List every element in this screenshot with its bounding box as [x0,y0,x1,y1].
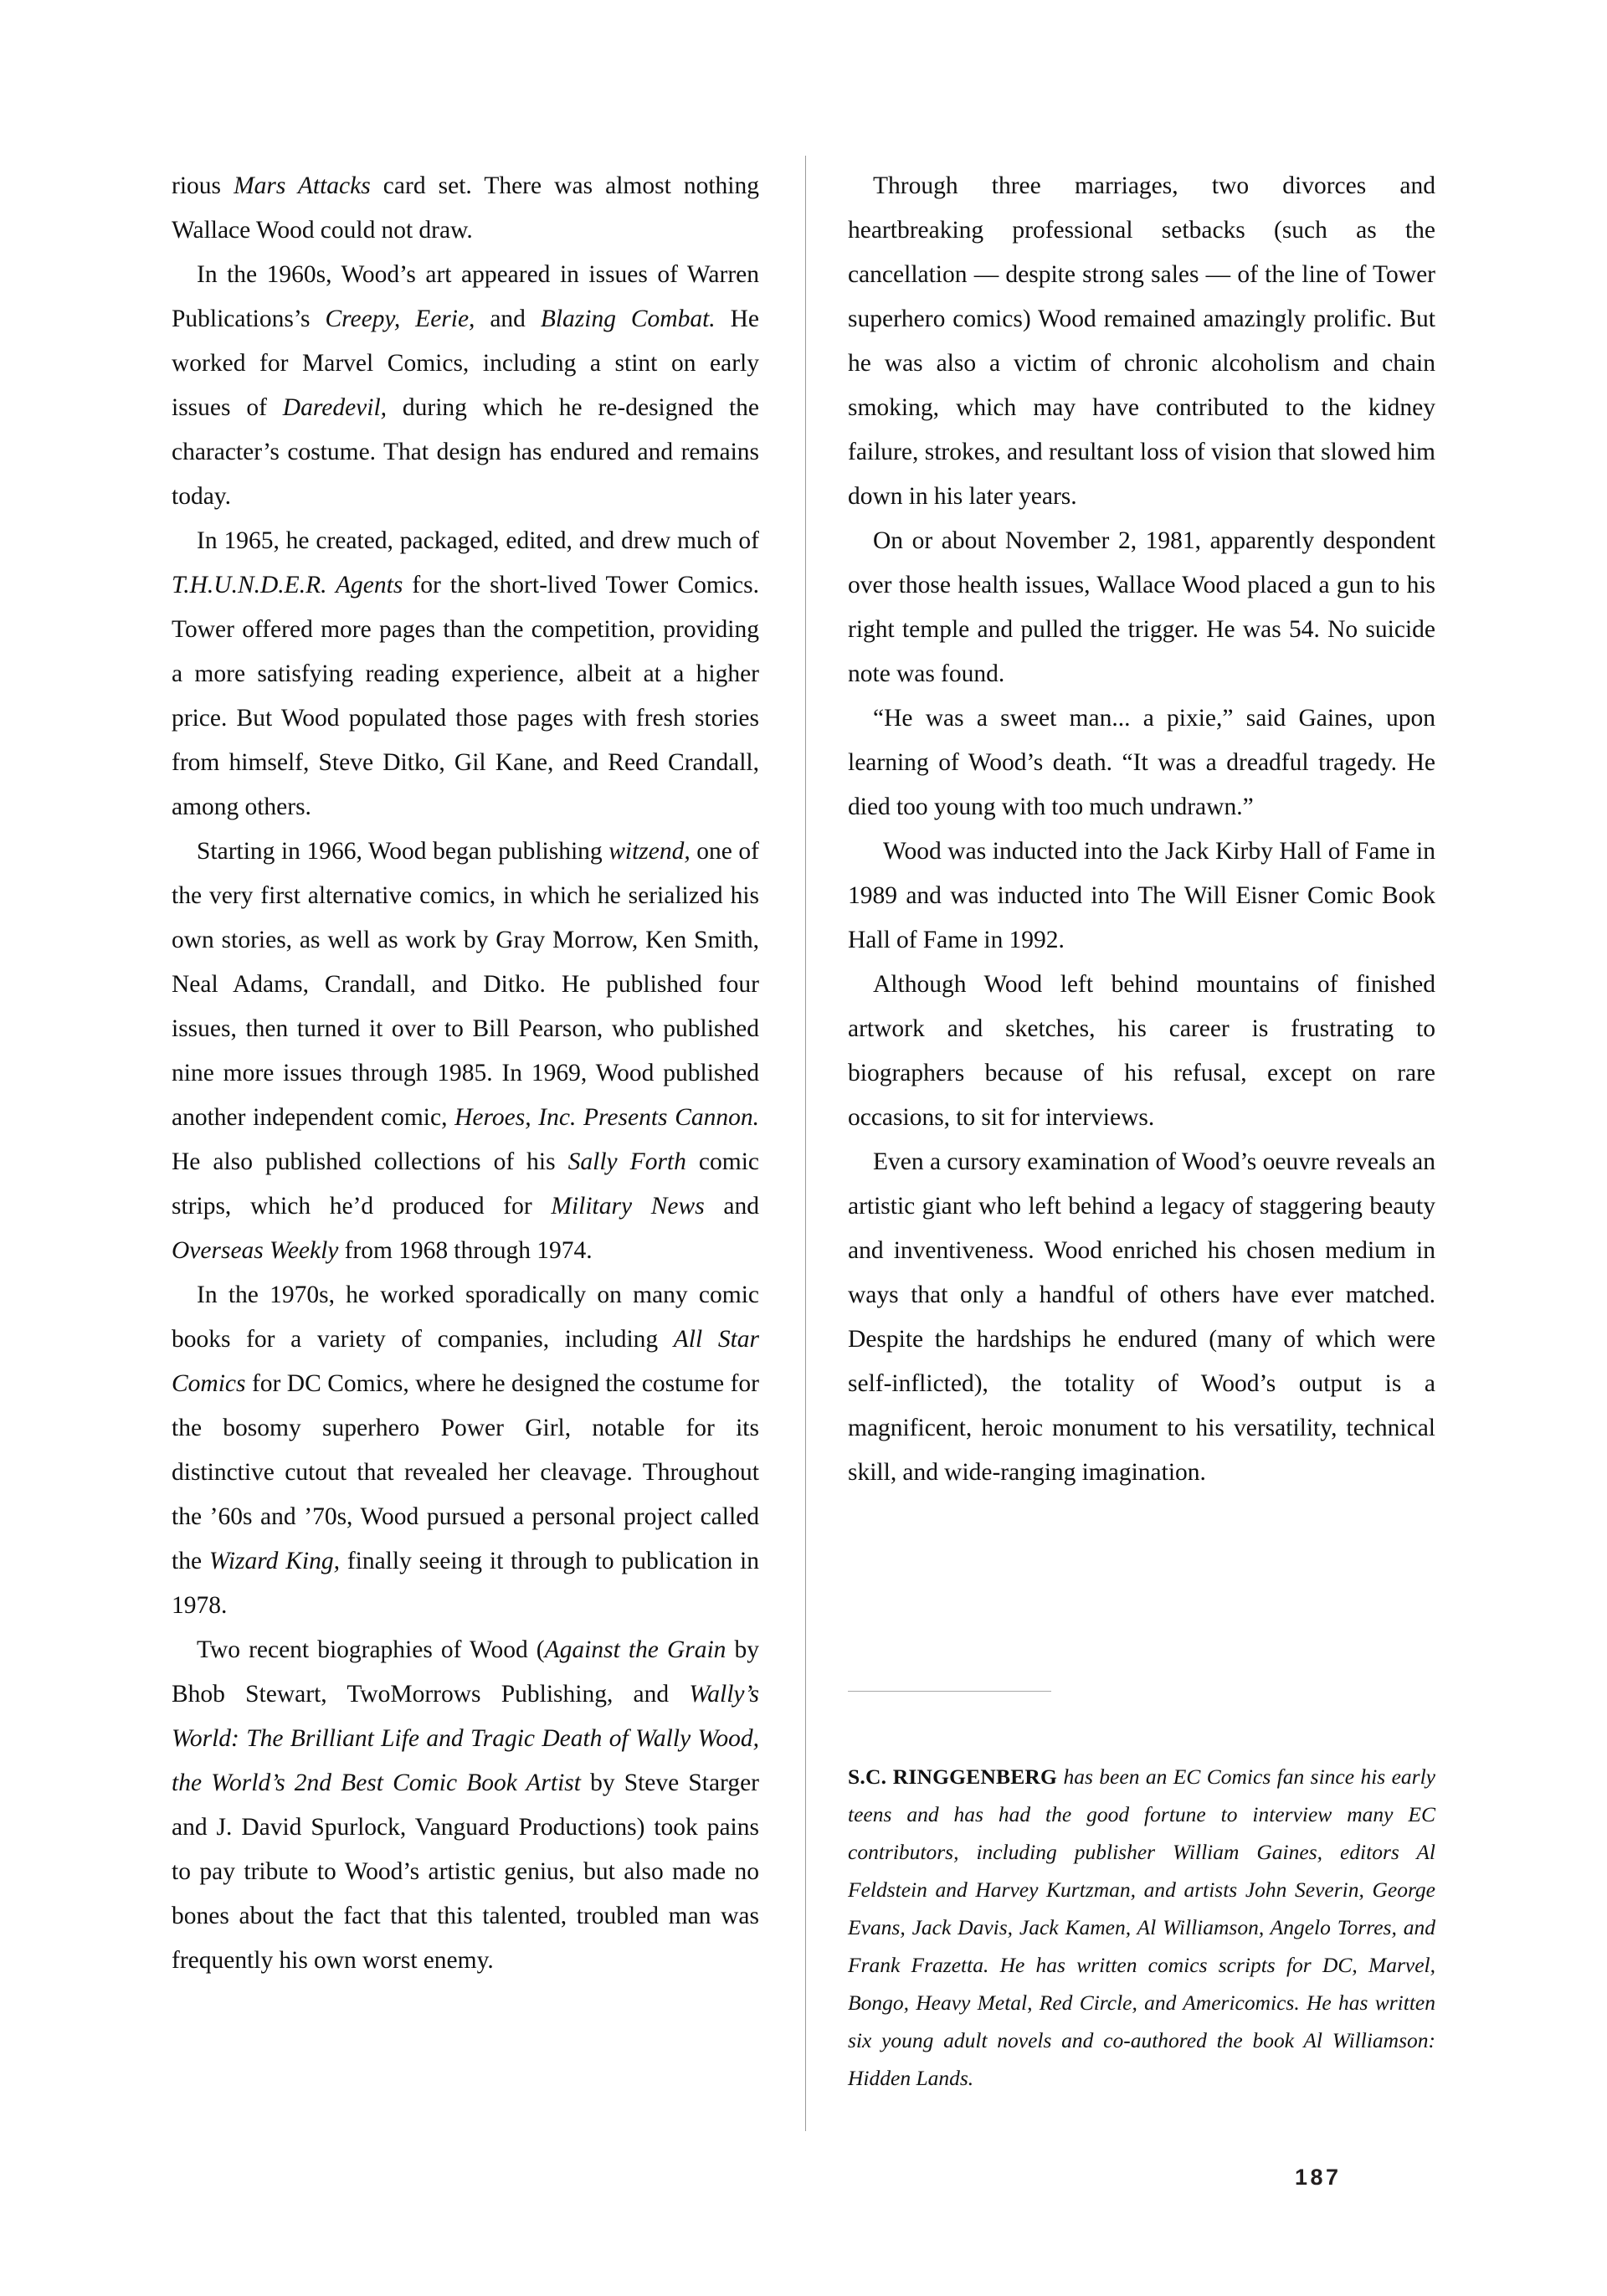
paragraph: Two recent biographies of Wood (Against the Grain by Bhob Stewart, TwoMorrows Publishing, and Wally’s World: The Brilliant Life and Tragic Death of Wally Wood, the World’s 2nd Best Comic Book Artist by Steve Starger and J. David Spurlock, Vanguard Productions) took pains to pay tribute to Wood’s artistic genius, but also made no bones about the fact that this talented, troubled man was frequently his own worst enemy. [172,1636,759,1974]
italic-run: Heroes, Inc. Presents Cannon. [454,1104,759,1131]
italic-run: Overseas Weekly [172,1237,339,1264]
right-column [848,164,1435,1983]
italic-run: Against the Grain [544,1636,726,1663]
author-byline: S.C. RINGGENBERG [848,1764,1058,1789]
author-bio-divider [848,1691,1051,1692]
paragraph: In the 1960s, Wood’s art appeared in issues of Warren Publications’s Creepy, Eerie, and Blazing Combat. He worked for Marvel Comics, including a stint on early issues of Daredevil, during which he re-designed the character’s costume. That design has endured and remains today. [172,261,759,510]
author-bio [848,1758,1435,2097]
author-bio-body: has been an EC Comics fan since his early teens and has had the good fortune to interview many EC contributors, including publisher William Gaines, editors Al Feldstein and Harvey Kurtzman, and artists John Severin, George Evans, Jack Davis, Jack Kamen, Al Williamson, Angelo Torres, and Frank Frazetta. He has written comics scripts for DC, Marvel, Bongo, Heavy Metal, Red Circle, and Americomics. He has written six young adult novels and co-authored the book Al Williamson: Hidden Lands. [848,1764,1435,2090]
italic-run: Blazing Combat. [540,306,716,332]
italic-run: witzend, [608,838,691,865]
italic-run: Wally’s World: The Brilliant Life and Tragic Death of Wally Wood, the World’s 2nd Best Comic Book Artist [172,1681,759,1796]
text-columns [172,164,1435,1983]
italic-run: has been an EC Comics fan since his early teens and has had the good fortune to interview many EC contributors, including publisher William Gaines, editors Al Feldstein and Harvey Kurtzman, and artists John Severin, George Evans, Jack Davis, Jack Kamen, Al Williamson, Angelo Torres, and Frank Frazetta. He has written comics scripts for DC, Marvel, Bongo, Heavy Metal, Red Circle, and Americomics. He has written six young adult novels and co-authored the book [848,1764,1435,2052]
paragraph: Although Wood left behind mountains of finished artwork and sketches, his career is frustrating to biographers because of his refusal, except on rare occasions, to sit for interviews. [848,971,1435,1131]
italic-run: Sally Forth [567,1148,686,1175]
italic-run: Creepy, Eerie, [325,306,475,332]
paragraph: rious Mars Attacks card set. There was almost nothing Wallace Wood could not draw. [172,172,759,244]
italic-run: T.H.U.N.D.E.R. Agents [172,572,403,598]
italic-run: All Star Comics [172,1326,759,1397]
paragraph: On or about November 2, 1981, apparently despondent over those health issues, Wallace Wood placed a gun to his right temple and pulled the trigger. He was 54. No suicide note was found. [848,527,1435,687]
paragraph: Starting in 1966, Wood began publishing witzend, one of the very first alternative comics, in which he serialized his own stories, as well as work by Gray Morrow, Ken Smith, Neal Adams, Crandall, and Ditko. He published four issues, then turned it over to Bill Pearson, who published nine more issues through 1985. In 1969, Wood published another independent comic, Heroes, Inc. Presents Cannon. He also published collections of his Sally Forth comic strips, which he’d produced for Military News and Overseas Weekly from 1968 through 1974. [172,838,759,1264]
page-number: 187 [1295,2165,1342,2190]
paragraph: “He was a sweet man... a pixie,” said Gaines, upon learning of Wood’s death. “It was a dreadful tragedy. He died too young with too much undrawn.” [848,705,1435,820]
paragraph: Through three marriages, two divorces and heartbreaking professional setbacks (such as the cancellation — despite strong sales — of the line of Tower superhero comics) Wood remained amazingly prolific. But he was also a victim of chronic alcoholism and chain smoking, which may have contributed to the kidney failure, strokes, and resultant loss of vision that slowed him down in his later years. [848,172,1435,510]
paragraph: In the 1970s, he worked sporadically on many comic books for a variety of companies, including All Star Comics for DC Comics, where he designed the costume for the bosomy superhero Power Girl, notable for its distinctive cutout that revealed her cleavage. Throughout the ’60s and ’70s, Wood pursued a personal project called the Wizard King, finally seeing it through to publication in 1978. [172,1282,759,1619]
italic-run: Daredevil, [282,394,388,421]
italic-run: Wizard King, [208,1548,340,1574]
left-column [172,164,759,1983]
paragraph: Wood was inducted into the Jack Kirby Hall of Fame in 1989 and was inducted into The Will Eisner Comic Book Hall of Fame in 1992. [848,838,1435,953]
author-bio-text [848,1758,1435,2097]
italic-run: Military News [551,1193,705,1220]
paragraph: In 1965, he created, packaged, edited, and drew much of T.H.U.N.D.E.R. Agents for the short-lived Tower Comics. Tower offered more pages than the competition, providing a more satisfying reading experience, albeit at a higher price. But Wood populated those pages with fresh stories from himself, Steve Ditko, Gil Kane, and Reed Crandall, among others. [172,527,759,820]
italic-run: Mars Attacks [234,172,371,199]
paragraph: Even a cursory examination of Wood’s oeuvre reveals an artistic giant who left behind a legacy of staggering beauty and inventiveness. Wood enriched his chosen medium in ways that only a handful of others have ever matched. Despite the hardships he endured (many of which were self-inflicted), the totality of Wood’s output is a magnificent, heroic monument to his versatility, technical skill, and wide-ranging imagination. [848,1148,1435,1486]
